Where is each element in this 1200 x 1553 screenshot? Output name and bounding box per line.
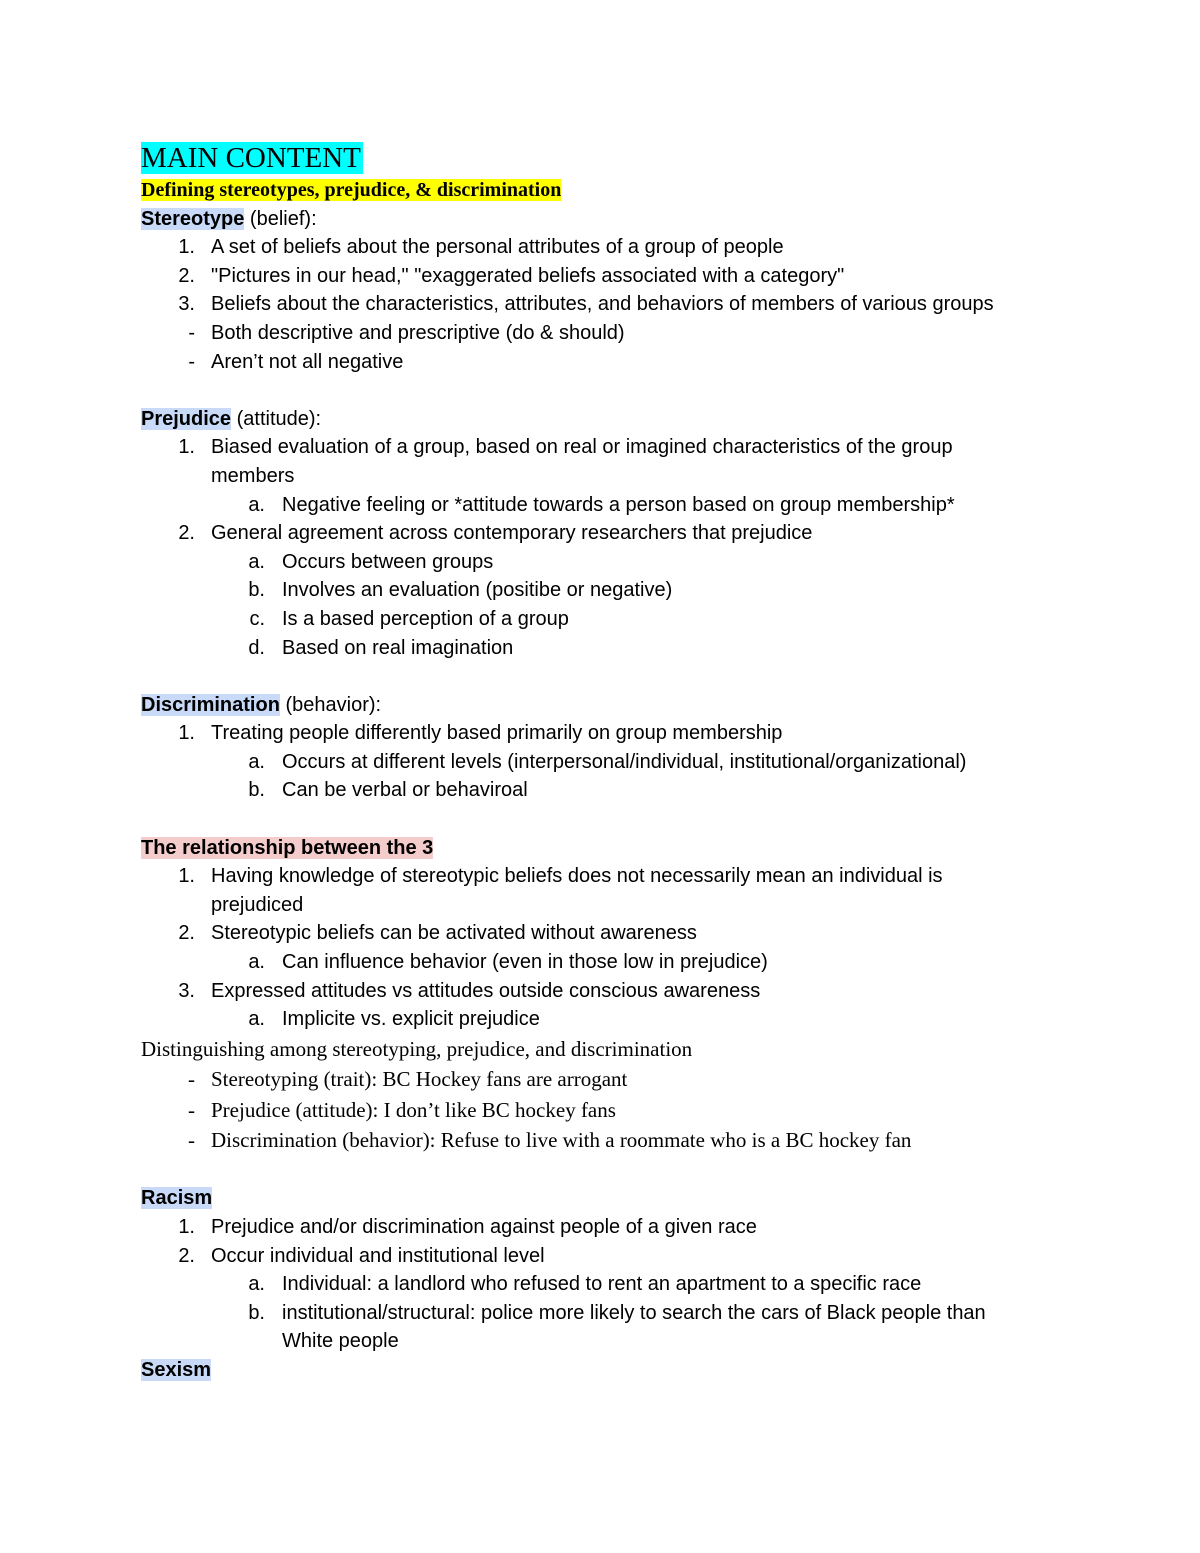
list-item: 2. Occur individual and institutional level: [178, 1244, 545, 1267]
list-item: - Aren’t not all negative: [188, 350, 404, 373]
racism-heading: Racism: [141, 1187, 213, 1210]
list-subitem: a. Occurs at different levels (interpersonal/individual, institutional/organizational): [248, 750, 967, 773]
list-item: 1. Prejudice and/or discrimination against people of a given race: [178, 1216, 757, 1238]
main-title: MAIN CONTENT: [141, 142, 361, 174]
list-item: 2. Stereotypic beliefs can be activated without awareness: [178, 922, 697, 945]
list-subitem: a. Occurs between groups: [248, 550, 494, 573]
list-item: 1. Having knowledge of stereotypic beliefs does not necessarily mean an individual is: [178, 865, 943, 888]
sexism-heading: Sexism: [141, 1358, 212, 1381]
list-item: - Prejudice (attitude): I don’t like BC hockey fans: [188, 1097, 616, 1122]
discrimination-heading: Discrimination (behavior):: [141, 693, 382, 716]
list-subitem: b. Involves an evaluation (positibe or negative): [248, 579, 673, 602]
list-item: - Stereotyping (trait): BC Hockey fans are arrogant: [188, 1067, 628, 1092]
list-item: 1. A set of beliefs about the personal attributes of a group of people: [178, 236, 784, 259]
list-item: - Discrimination (behavior): Refuse to live with a roommate who is a BC hockey fan: [188, 1128, 912, 1153]
list-item: 3. Expressed attitudes vs attitudes outside conscious awareness: [178, 979, 761, 1002]
list-subitem: c. Is a based perception of a group: [249, 607, 569, 630]
list-subitem: b. institutional/structural: police more likely to search the cars of Black people than: [248, 1301, 986, 1324]
list-item: 2. General agreement across contemporary researchers that prejudice: [178, 522, 813, 545]
list-subitem: a. Implicite vs. explicit prejudice: [248, 1008, 540, 1031]
list-item-continuation: prejudiced: [211, 893, 304, 916]
list-subitem-continuation: White people: [282, 1330, 399, 1353]
prejudice-heading: Prejudice (attitude):: [141, 407, 322, 430]
list-item: - Both descriptive and prescriptive (do & should): [188, 321, 625, 344]
document-content: [141, 140, 1081, 1385]
section-subtitle: Defining stereotypes, prejudice, & discrimination: [141, 179, 562, 201]
stereotype-heading: Stereotype (belief):: [141, 207, 317, 230]
list-item: 1. Treating people differently based primarily on group membership: [178, 722, 783, 745]
list-subitem: d. Based on real imagination: [248, 636, 514, 659]
list-subitem: a. Negative feeling or *attitude towards a person based on group membership*: [248, 493, 955, 516]
distinguishing-heading: Distinguishing among stereotyping, prejudice, and discrimination: [141, 1036, 693, 1061]
list-item: 3. Beliefs about the characteristics, attributes, and behaviors of members of various groups: [178, 293, 994, 316]
relationship-heading: The relationship between the 3: [141, 836, 434, 859]
list-item-continuation: members: [211, 464, 295, 487]
list-item: 2. "Pictures in our head," "exaggerated beliefs associated with a category": [178, 264, 845, 287]
list-subitem: a. Individual: a landlord who refused to rent an apartment to a specific race: [248, 1273, 922, 1296]
list-subitem: b. Can be verbal or behaviroal: [248, 779, 528, 802]
list-subitem: a. Can influence behavior (even in those low in prejudice): [248, 951, 768, 974]
list-item: 1. Biased evaluation of a group, based on real or imagined characteristics of the group: [178, 436, 953, 459]
